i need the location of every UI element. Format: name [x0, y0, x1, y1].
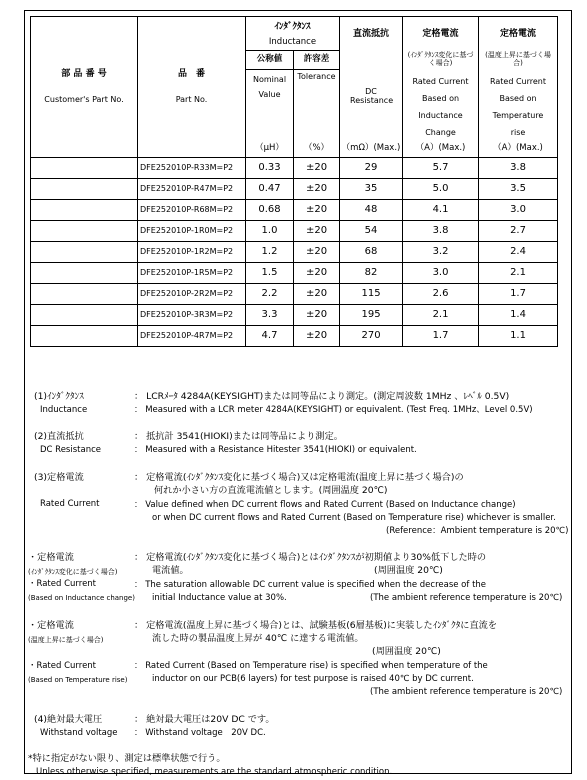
noteA-sub-jp: (ｲﾝﾀﾞｸﾀﾝｽ変化に基づく場合) [28, 568, 118, 576]
header-part-no [138, 17, 246, 158]
tolerance-value: ±20 [294, 283, 340, 304]
customer-part-cell [31, 199, 138, 220]
spec-table [30, 16, 558, 347]
footnote-en: Unless otherwise specified, measurements are the standard atmospheric condition. [36, 767, 393, 777]
note3-jp2: 何れか小さい方の直流電流値とします。(周囲温度 20℃) [154, 485, 388, 496]
nominal-jp: 公称値 [246, 51, 294, 70]
customer-part-cell [31, 157, 138, 178]
tolerance-jp: 許容差 [294, 51, 340, 70]
header-row-1 [31, 17, 558, 37]
noteB-en1: ： Rated Current (Based on Temperature rise) is specified when temperature of the [134, 661, 488, 671]
noteB-en3: (The ambient reference temperature is 20℃) [370, 687, 563, 697]
nominal-unit: （μH） [246, 141, 294, 157]
rated-current-inductance-value: 2.1 [403, 304, 479, 325]
part-number: DFE252010P-1R0M=P2 [138, 220, 246, 241]
customer-part-cell [31, 262, 138, 283]
part-number: DFE252010P-1R5M=P2 [138, 262, 246, 283]
note3-title-jp: (3)定格電流 [34, 472, 84, 483]
rated2-body [479, 51, 558, 142]
rated1-en: Rated Current Based on Inductance Change [412, 77, 469, 138]
customer-part-cell [31, 283, 138, 304]
dcr-en-cell [340, 51, 403, 142]
rated-current-temp-value: 2.7 [479, 220, 558, 241]
rated-current-temp-value: 3.8 [479, 157, 558, 178]
part-number: DFE252010P-2R2M=P2 [138, 283, 246, 304]
rated2-en: Rated Current Based on Temperature rise [490, 77, 547, 138]
inductance-value: 0.47 [246, 178, 294, 199]
inductance-value: 1.2 [246, 241, 294, 262]
note3-title-en: Rated Current [40, 499, 100, 509]
header-dcr-jp [340, 17, 403, 51]
part-number: DFE252010P-R33M=P2 [138, 157, 246, 178]
customer-part-cell [31, 220, 138, 241]
rated-current-inductance-value: 3.2 [403, 241, 479, 262]
rated-current-temp-value: 1.4 [479, 304, 558, 325]
table-row [31, 262, 558, 283]
rated-current-inductance-value: 3.8 [403, 220, 479, 241]
rated-current-inductance-value: 4.1 [403, 199, 479, 220]
table-row [31, 178, 558, 199]
dcr-value: 115 [340, 283, 403, 304]
noteA-en3: (The ambient reference temperature is 20℃) [370, 593, 563, 603]
rated2-jp: 定格電流 [500, 28, 537, 39]
table-row [31, 283, 558, 304]
noteB-sub-jp: (温度上昇に基づく場合) [28, 636, 104, 644]
part-jp: 品 番 [177, 69, 205, 80]
noteA-jp3: (周囲温度 20℃) [374, 565, 443, 576]
noteA-title-en: ・Rated Current [28, 579, 97, 589]
tolerance-value: ±20 [294, 241, 340, 262]
note4-title-jp: (4)絶対最大電圧 [34, 714, 103, 725]
customer-part-cell [31, 178, 138, 199]
noteB-jp3: (周囲温度 20℃) [372, 646, 441, 657]
dcr-value: 54 [340, 220, 403, 241]
inductance-value: 0.33 [246, 157, 294, 178]
note4-title-en: Withstand voltage [40, 728, 118, 738]
rated1-sub: (ｲﾝﾀﾞｸﾀﾝｽ変化に基づく場合) [407, 50, 474, 67]
note1-title-en: Inductance [40, 405, 88, 415]
note3-en1: ： Value defined when DC current flows and Rated Current (Based on Inductance change) [134, 500, 516, 510]
customer-part-cell [31, 304, 138, 325]
tolerance-en-cell [294, 69, 340, 141]
inductance-value: 4.7 [246, 325, 294, 346]
part-number: DFE252010P-R47M=P2 [138, 178, 246, 199]
dcr-en: DC Resistance [350, 86, 394, 105]
part-en: Part No. [175, 95, 208, 105]
inductance-value: 0.68 [246, 199, 294, 220]
noteB-en2: inductor on our PCB(6 layers) for test purpose is raised 40℃ by DC current. [152, 674, 474, 684]
note3-en2: or when DC current flows and Rated Current (Based on Temperature rise) whichever is smaller. [152, 513, 556, 523]
rated-current-temp-value: 2.4 [479, 241, 558, 262]
nominal-en: Nominal Value [252, 74, 287, 99]
footnote-jp: *特に指定がない限り、測定は標準状態で行う。 [28, 753, 226, 764]
dcr-value: 29 [340, 157, 403, 178]
noteA-title-jp: ・定格電流 [28, 552, 74, 563]
rated-current-inductance-value: 1.7 [403, 325, 479, 346]
table-row [31, 325, 558, 346]
header-inductance-jp [246, 17, 340, 37]
rated2-sub: (温度上昇に基づく場合) [485, 50, 551, 67]
dcr-unit: （mΩ）(Max.) [340, 141, 403, 157]
rated-current-temp-value: 3.0 [479, 199, 558, 220]
rated-current-temp-value: 2.1 [479, 262, 558, 283]
note1-title-jp: (1)ｲﾝﾀﾞｸﾀﾝｽ [34, 391, 84, 402]
tolerance-value: ±20 [294, 178, 340, 199]
rated-current-temp-value: 1.1 [479, 325, 558, 346]
dcr-value: 270 [340, 325, 403, 346]
inductance-jp: ｲﾝﾀﾞｸﾀﾝｽ [274, 21, 311, 32]
customer-part-cell [31, 241, 138, 262]
rated-current-inductance-value: 5.0 [403, 178, 479, 199]
tolerance-unit: （%） [294, 141, 340, 157]
table-row [31, 199, 558, 220]
noteA-sub-en: (Based on Inductance change) [28, 594, 135, 602]
rated1-unit: （A）(Max.) [403, 141, 479, 157]
noteA-jp2: 電流値。 [152, 565, 189, 576]
tolerance-value: ±20 [294, 325, 340, 346]
tolerance-value: ±20 [294, 157, 340, 178]
table-row [31, 220, 558, 241]
tolerance-value: ±20 [294, 262, 340, 283]
noteA-en2: initial Inductance value at 30%. [152, 593, 287, 603]
noteB-title-en: ・Rated Current [28, 661, 97, 671]
note3-jp1: ： 定格電流(ｲﾝﾀﾞｸﾀﾝｽ変化に基づく場合)又は定格電流(温度上昇に基づく場合)の [134, 472, 464, 483]
part-number: DFE252010P-4R7M=P2 [138, 325, 246, 346]
dcr-value: 68 [340, 241, 403, 262]
note2-jp: ： 抵抗計 3541(HIOKI)または同等品により測定。 [134, 431, 343, 442]
customer-en: Customer's Part No. [44, 95, 124, 105]
inductance-value: 1.5 [246, 262, 294, 283]
tolerance-en: Tolerance [297, 71, 336, 81]
inductance-en: Inductance [246, 37, 340, 51]
tolerance-value: ±20 [294, 304, 340, 325]
noteA-en1: ： The saturation allowable DC current value is specified when the decrease of the [134, 580, 487, 590]
inductance-value: 2.2 [246, 283, 294, 304]
note2-title-jp: (2)直流抵抗 [34, 431, 84, 442]
part-number: DFE252010P-1R2M=P2 [138, 241, 246, 262]
dcr-value: 195 [340, 304, 403, 325]
table-row [31, 157, 558, 178]
noteA-jp1: ： 定格電流(ｲﾝﾀﾞｸﾀﾝｽ変化に基づく場合)とはｲﾝﾀﾞｸﾀﾝｽが初期値より30%低下した時の [134, 552, 487, 563]
header-rated1-jp [403, 17, 479, 51]
rated1-jp: 定格電流 [422, 28, 459, 39]
dcr-jp: 直流抵抗 [353, 28, 390, 39]
tolerance-value: ±20 [294, 220, 340, 241]
note1-en: ： Measured with a LCR meter 4284A(KEYSIGHT) or equivalent. (Test Freq. 1MHz、Level 0.5V) [134, 405, 533, 415]
dcr-value: 48 [340, 199, 403, 220]
customer-part-cell [31, 325, 138, 346]
note1-jp: ： LCRﾒｰﾀ 4284A(KEYSIGHT)または同等品により測定。(測定周波数 1MHz 、ﾚﾍﾞﾙ 0.5V) [134, 391, 510, 402]
noteB-title-jp: ・定格電流 [28, 620, 74, 631]
note2-en: ： Measured with a Resistance Hitester 3541(HIOKI) or equivalent. [134, 445, 417, 455]
rated1-body [403, 51, 479, 142]
note3-en3: (Reference：Ambient temperature is 20℃) [386, 526, 569, 536]
table-row [31, 241, 558, 262]
rated-current-temp-value: 3.5 [479, 178, 558, 199]
part-number: DFE252010P-3R3M=P2 [138, 304, 246, 325]
table-row [31, 304, 558, 325]
inductance-value: 3.3 [246, 304, 294, 325]
note4-jp: ： 絶対最大電圧は20V DC です。 [134, 714, 275, 725]
rated-current-inductance-value: 5.7 [403, 157, 479, 178]
rated2-unit: （A）(Max.) [479, 141, 558, 157]
note4-en: ： Withstand voltage 20V DC. [134, 728, 266, 738]
note2-title-en: DC Resistance [40, 445, 101, 455]
tolerance-value: ±20 [294, 199, 340, 220]
nominal-en-cell [246, 69, 294, 141]
dcr-value: 35 [340, 178, 403, 199]
customer-jp: 部 品 番 号 [61, 69, 107, 80]
rated-current-inductance-value: 3.0 [403, 262, 479, 283]
inductance-value: 1.0 [246, 220, 294, 241]
noteB-jp1: ： 定格電流(温度上昇に基づく場合)とは、試験基板(6層基板)に実装したｲﾝﾀﾞｸﾀに直流を [134, 620, 498, 631]
noteB-jp2: 流した時の製品温度上昇が 40℃ に達する電流値。 [152, 633, 364, 644]
part-number: DFE252010P-R68M=P2 [138, 199, 246, 220]
dcr-value: 82 [340, 262, 403, 283]
header-customer-part-no [31, 17, 138, 158]
rated-current-temp-value: 1.7 [479, 283, 558, 304]
rated-current-inductance-value: 2.6 [403, 283, 479, 304]
noteB-sub-en: (Based on Temperature rise) [28, 676, 128, 684]
header-rated2-jp [479, 17, 558, 51]
